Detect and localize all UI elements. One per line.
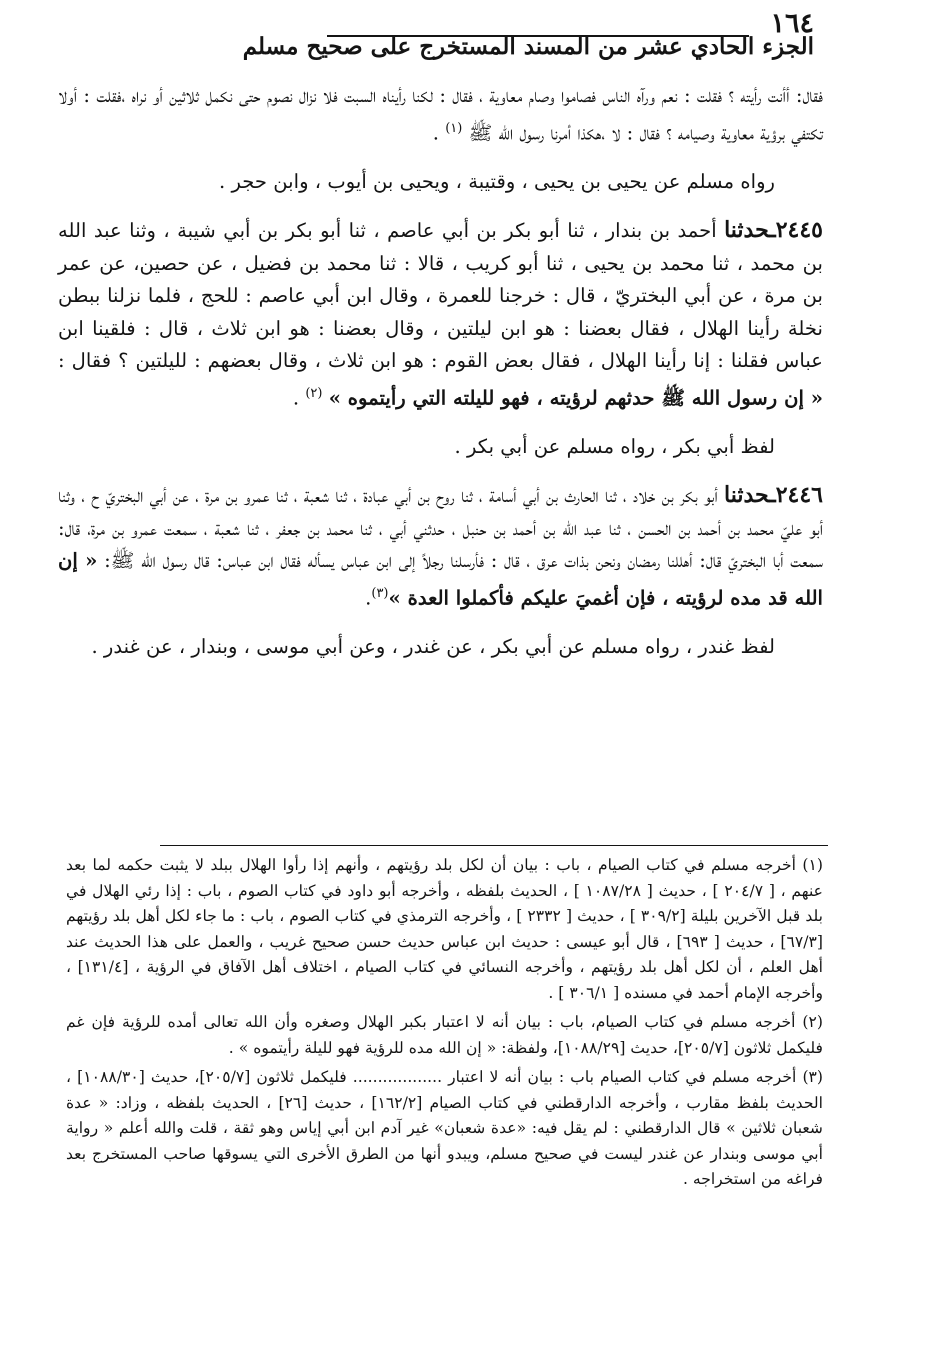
page-number: ١٦٤	[770, 8, 814, 39]
main-text	[58, 80, 823, 663]
footnote-number: (٣)	[802, 1068, 824, 1086]
footnote-2	[66, 1010, 823, 1061]
narration-note: لفظ غندر ، رواه مسلم عن أبي بكر ، عن غندر ، وعن أبي موسى ، وبندار ، عن غندر .	[91, 634, 775, 658]
footnote-rule	[160, 845, 828, 846]
running-title: الجزء الحادي عشر من المسند المستخرج على صحيح مسلم	[242, 33, 814, 60]
footnote-ref: (١)	[445, 120, 463, 136]
haddathana-word: ـحدثنا	[724, 482, 776, 509]
footnote-1	[66, 853, 823, 1006]
footnotes	[66, 853, 823, 1197]
narration-note: رواه مسلم عن يحيى بن يحيى ، وقتيبة ، ويحيى بن أيوب ، وابن حجر .	[219, 169, 775, 193]
paragraph-end: .	[432, 121, 439, 145]
footnote-3	[66, 1065, 823, 1193]
footnote-ref: (٣)	[371, 585, 389, 601]
page-header	[62, 8, 814, 68]
paragraph-text: فقال: أأنت رأيته ؟ فقلت : نعم ورآه الناس فصاموا وصام معاوية ، فقال : لكنا رأيناه السبت فلا نزال نصوم حتى نكمل ثلاثين أو نراه ،فقلت : أولا تكتفي برؤية معاوية وصيامه ؟ فقال : لا ،هكذا أمرنا رسول الله ﷺ	[58, 84, 823, 145]
haddathana-word: ـحدثنا	[724, 217, 776, 244]
matn-text: « إن رسول الله ﷺ حدثهم لرؤيته ، فهو لليلته التي رأيتموه »	[328, 386, 823, 410]
footnote-text: أخرجه مسلم في كتاب الصيام ، باب : بيان أن لكل بلد رؤيتهم ، وأنهم إذا رأوا الهلال ببلد لا يثبت حكمه لما بعد عنهم ، [ ٢٠٤/٧ ] ، حديث [ ١٠٨٧/٢٨ ] ، الحديث بلفظه ، وأخرجه أبو داود في كتاب الصوم ، باب : إذا رئي الهلال في بلد قبل الآخرين بليلة [٣٠٩/٢ ] ، حديث [ ٢٣٣٢ ] ، وأخرجه الترمذي في كتاب الصوم ، باب : ما جاء لكل أهل بلد رؤيتهم [٦٧/٣] ، حديث [ ٦٩٣] ، قال أبو عيسى : حديث ابن عباس حديث حسن صحيح غريب ، والعمل على هذا الحديث عند أهل العلم ، أن لكل أهل بلد رؤيتهم ، وأخرجه النسائي في كتاب الصيام ، اختلاف أهل الآفاق في الرؤية ، [١٣١/٤] ، وأخرجه الإمام أحمد في مسنده [ ٣٠٦/١ ] .	[66, 856, 824, 1002]
hadith-end: .	[292, 386, 300, 410]
footnote-number: (١)	[802, 856, 823, 874]
isnad-text: أحمد بن بندار ، ثنا أبو بكر بن أبي عاصم ، ثنا أبو بكر بن أبي شيبة ، وثنا عبد الله بن محمد ، ثنا محمد بن يحيى ، ثنا أبو كريب ، قالا : ثنا محمد بن فضيل ، عن حصين، عن عمر بن مرة ، عن أبي البختريّ ، قال : خرجنا للعمرة ، وقال ابن أبي عاصم : للحج ، فلما نزلنا ببطن نخلة رأينا الهلال ، فقال بعضنا : هو ابن ليلتين ، وقال بعضنا : هو ابن ثلاث ، قال : فلقينا ابن عباس فقلنا : إنا رأينا الهلال ، فقال بعض القوم : هو ابن ثلاث ، وقال بعضهم : لليلتين ؟ فقال :	[58, 219, 823, 373]
hadith-end: .	[365, 586, 372, 610]
hadith-2446	[58, 479, 823, 615]
footnote-text: أخرجه مسلم في كتاب الصيام، باب : بيان أنه لا اعتبار بكبر الهلال وصغره وأن الله تعالى أمده للرؤية فإن غم فليكمل ثلاثون [٢٠٥/٧]، حديث [١٠٨٨/٢٩]، ولفظة: « إن الله مده للرؤية فهو لليلة رأيتموه » .	[66, 1013, 823, 1057]
matn-text: « إن الله قد مده لرؤيته ، فإن أغميَ عليكم فأكملوا العدة »	[58, 549, 823, 610]
hadith-number: ٢٤٤٥	[775, 217, 823, 244]
footnote-text: أخرجه مسلم في كتاب الصيام باب : بيان أنه لا اعتبار .................. فليكمل ثلاثون [٢٠٥/٧]، حديث [١٠٨٨/٣٠] ، الحديث بلفظ مقارب ، وأخرجه الدارقطني في كتاب الصيام [١٦٢/٢] ، حديث [٢٦] ، الحديث بلفظه ، وزاد: « عدة شعبان ثلاثين » قال الدارقطني : لم يقل فيه: «عدة شعبان» غير آدم ابن أبي إياس وهو ثقة ، قلت والله أعلم « رواية أبي موسى وبندار عن غندر ليست في صحيح مسلم، ويبدو أنها من الطرق الأخرى التي يسوقها صاحب المستخرج بعد فراغه من استخراجه .	[66, 1068, 823, 1188]
paragraph-continuation	[58, 80, 823, 150]
hadith-2445	[58, 214, 823, 415]
footnote-number: (٢)	[802, 1013, 823, 1031]
hadith-number: ٢٤٤٦	[775, 482, 823, 509]
footnote-ref: (٢)	[305, 385, 323, 401]
narration-note: لفظ أبي بكر ، رواه مسلم عن أبي بكر .	[454, 434, 775, 458]
isnad-text: أبو بكر بن خلاد ، ثنا الحارث بن أبي أسامة ، ثنا روح بن أبي عبادة ، ثنا شعبة ، ثنا عمرو بن مرة ، عن أبي البختريّ ح ، وثنا أبو عليّ محمد بن أحمد بن الحسن ، ثنا عبد الله بن أحمد بن حنبل ، حدثني أبي ، ثنا محمد بن جعفر ، ثنا شعبة ، سمعت عمرو بن مرة، قال: سمعت أبا البختريّ قال: أهللنا رمضان ونحن بذات عرق ، قال : فأرسلنا رجلاً إلى ابن عباس يسأله فقال ابن عباس: قال رسول الله ﷺ:	[58, 484, 823, 573]
